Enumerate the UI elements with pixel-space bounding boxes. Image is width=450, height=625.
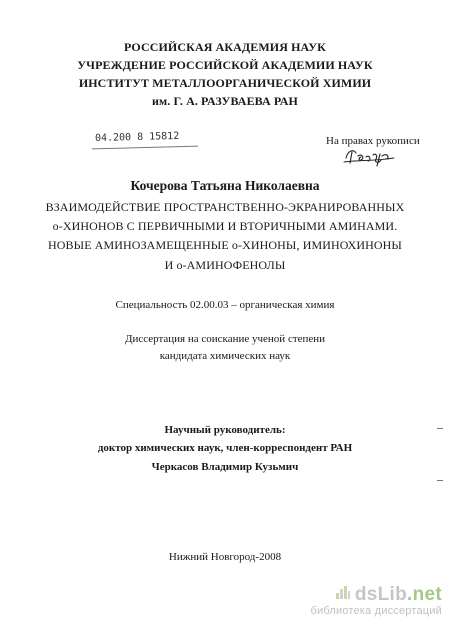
handwritten-signature bbox=[340, 144, 400, 168]
manuscript-rights-label: На правах рукописи bbox=[326, 135, 420, 147]
advisor-credentials: доктор химических наук, член-корреспондент РАН bbox=[97, 442, 353, 454]
title-line-4: И о-АМИНОФЕНОЛЫ bbox=[164, 258, 286, 272]
place-year: Нижний Новгород-2008 bbox=[168, 551, 282, 563]
specialty-line: Специальность 02.00.03 – органическая химия bbox=[115, 299, 335, 311]
org-line-institution: УЧРЕЖДЕНИЕ РОССИЙСКОЙ АКАДЕМИИ НАУК bbox=[77, 58, 373, 72]
watermark bbox=[310, 584, 442, 617]
watermark-logo-icon bbox=[335, 584, 351, 600]
margin-mark bbox=[437, 480, 443, 481]
org-line-named: им. Г. А. РАЗУВАЕВА РАН bbox=[152, 94, 298, 108]
margin-mark bbox=[437, 428, 443, 429]
author-name: Кочерова Татьяна Николаевна bbox=[130, 178, 320, 193]
title-line-1: ВЗАИМОДЕЙСТВИЕ ПРОСТРАНСТВЕННО-ЭКРАНИРОВАННЫХ bbox=[45, 200, 405, 214]
watermark-brand-tld: .net bbox=[407, 584, 442, 605]
org-line-institute: ИНСТИТУТ МЕТАЛЛООРГАНИЧЕСКОЙ ХИМИИ bbox=[78, 76, 372, 90]
watermark-brand-main: dsLib bbox=[354, 584, 408, 605]
advisor-heading: Научный руководитель: bbox=[164, 424, 286, 436]
watermark-brand bbox=[355, 584, 442, 606]
watermark-subtitle: библиотека диссертаций bbox=[310, 605, 442, 617]
degree-line-2: кандидата химических наук bbox=[159, 350, 291, 362]
stamp-underline bbox=[92, 146, 198, 150]
title-line-2: о-ХИНОНОВ С ПЕРВИЧНЫМИ И ВТОРИЧНЫМИ АМИНАМИ. bbox=[52, 219, 398, 233]
advisor-name: Черкасов Владимир Кузьмич bbox=[151, 461, 299, 473]
title-line-3: НОВЫЕ АМИНОЗАМЕЩЕННЫЕ о-ХИНОНЫ, ИМИНОХИНОНЫ bbox=[48, 238, 402, 252]
degree-line-1: Диссертация на соискание ученой степени bbox=[124, 333, 326, 345]
library-stamp-number: 04.200 8 15812 bbox=[94, 130, 180, 145]
org-line-academy: РОССИЙСКАЯ АКАДЕМИЯ НАУК bbox=[124, 40, 326, 54]
